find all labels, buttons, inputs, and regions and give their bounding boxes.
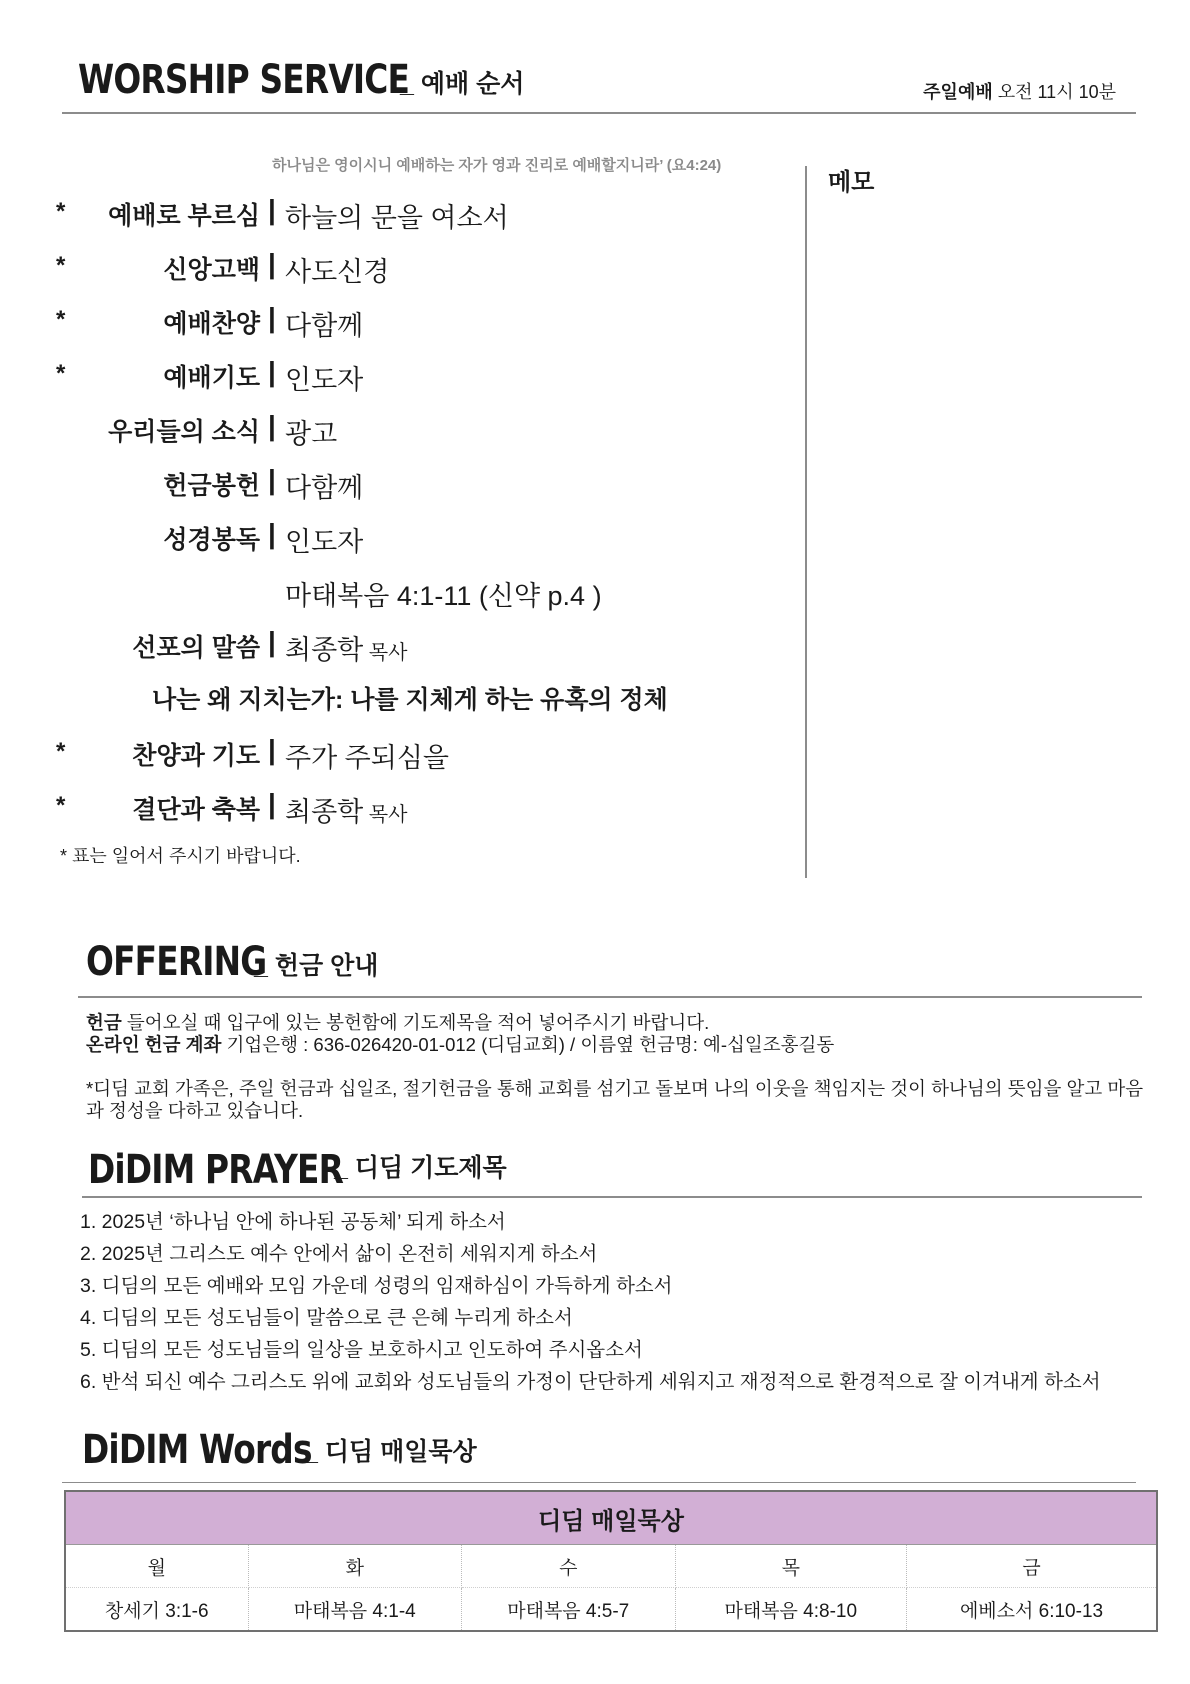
worship-item-value: 다함께 <box>285 473 364 503</box>
worship-item <box>0 192 800 232</box>
worship-item-label: 결단과 축복 <box>132 796 260 824</box>
day-cell: 화 <box>248 1545 462 1588</box>
offering-instruction: 헌금 들어오실 때 입구에 있는 봉헌함에 기도제목을 적어 넣어주시기 바랍니다. <box>86 1012 710 1033</box>
prayer-item: 1. 2025년 ‘하나님 안에 하나된 공동체’ 되게 하소서 <box>80 1211 506 1233</box>
standing-note: * 표는 일어서 주시기 바랍니다. <box>60 846 301 866</box>
worship-item-label: 예배로 부르심 <box>108 202 260 230</box>
standing-mark: * <box>56 792 66 819</box>
reading-row <box>65 1588 1157 1632</box>
offering-subtitle: _ 헌금 안내 <box>254 952 379 980</box>
worship-item-value: 주가 주되심을 <box>285 743 449 773</box>
worship-item <box>0 300 800 340</box>
worship-item <box>0 408 800 448</box>
reading-cell: 마태복음 4:5-7 <box>462 1588 676 1632</box>
worship-item-label: 성경봉독 <box>163 526 260 554</box>
worship-item-value: 사도신경 <box>285 257 390 287</box>
offering-note: *디딤 교회 가족은, 주일 헌금과 십일조, 절기헌금을 통해 교회를 섬기고 돌보며 나의 이웃을 책임지는 것이 하나님의 뜻임을 알고 마음과 정성을 다하고 있습니다. <box>86 1078 1144 1121</box>
online-account: 온라인 헌금 계좌 기업은행 : 636-026420-01-012 (디딤교회) / 이름옆 헌금명: 예-십일조홍길동 <box>86 1034 835 1055</box>
worship-item-value: 하늘의 문을 여소서 <box>285 203 509 233</box>
worship-item-value: 인도자 <box>285 527 364 557</box>
worship-item <box>0 246 800 286</box>
worship-item-label: 우리들의 소식 <box>108 418 260 446</box>
sermon-title: 나는 왜 지치는가: 나를 지체게 하는 유혹의 정체 <box>152 686 668 714</box>
worship-subtitle: _ 예배 순서 <box>400 70 525 98</box>
worship-item <box>0 624 800 664</box>
prayer-item: 3. 디딤의 모든 예배와 모임 가운데 성령의 임재하심이 가득하게 하소서 <box>80 1275 673 1297</box>
memo-divider <box>805 166 807 878</box>
worship-item-label: 찬양과 기도 <box>132 742 260 770</box>
service-time <box>923 78 1116 104</box>
reading-cell: 에베소서 6:10-13 <box>907 1588 1157 1632</box>
standing-mark: * <box>56 306 66 333</box>
prayer-subtitle: _ 디딤 기도제목 <box>334 1154 507 1182</box>
reading-cell: 마태복음 4:1-4 <box>248 1588 462 1632</box>
worship-item-label: 신앙고백 <box>163 256 260 284</box>
worship-item-label: 예배기도 <box>163 364 260 392</box>
separator-bar: | <box>268 518 276 549</box>
memo-label: 메모 <box>828 169 875 196</box>
standing-mark: * <box>56 252 66 279</box>
prayer-item: 6. 반석 되신 예수 그리스도 위에 교회와 성도님들의 가정이 단단하게 세워지고 재정적으로 환경적으로 잘 이겨내게 하소서 <box>80 1371 1101 1393</box>
separator-bar: | <box>268 626 276 657</box>
worship-item-value: 최종학 목사 <box>285 797 408 827</box>
worship-item-value: 광고 <box>285 419 338 449</box>
offering-info <box>86 1012 1146 1122</box>
separator-bar: | <box>268 464 276 495</box>
prayer-item: 4. 디딤의 모든 성도님들이 말씀으로 큰 은혜 누리게 하소서 <box>80 1307 573 1329</box>
separator-bar: | <box>268 248 276 279</box>
offering-title: OFFERING <box>86 939 267 985</box>
standing-mark: * <box>56 360 66 387</box>
worship-item-value: 다함께 <box>285 311 364 341</box>
worship-item <box>0 516 800 556</box>
standing-mark: * <box>56 738 66 765</box>
separator-bar: | <box>268 788 276 819</box>
daily-reading-table <box>64 1490 1158 1632</box>
scripture-verse: 하나님은 영이시니 예배하는 자가 영과 진리로 예배할지니라’ (요4:24) <box>272 157 722 174</box>
words-subtitle: _ 디딤 매일묵상 <box>304 1438 477 1466</box>
day-cell: 금 <box>907 1545 1157 1588</box>
service-time-value: 오전 11시 10분 <box>992 82 1116 102</box>
prayer-divider <box>82 1196 1142 1198</box>
separator-bar: | <box>268 734 276 765</box>
reading-cell: 창세기 3:1-6 <box>65 1588 248 1632</box>
worship-title: WORSHIP SERVICE <box>78 57 410 103</box>
worship-item <box>0 462 800 502</box>
scripture-reading-row <box>0 570 800 610</box>
worship-item <box>0 732 800 772</box>
separator-bar: | <box>268 356 276 387</box>
words-divider <box>62 1482 1136 1483</box>
worship-divider <box>62 112 1136 114</box>
worship-item <box>0 354 800 394</box>
day-row <box>65 1545 1157 1588</box>
prayer-title: DiDIM PRAYER <box>88 1147 344 1193</box>
worship-item-value: 최종학 목사 <box>285 635 408 665</box>
offering-divider <box>78 996 1142 998</box>
worship-item-label: 선포의 말씀 <box>132 634 260 662</box>
day-cell: 월 <box>65 1545 248 1588</box>
daily-reading-table-title: 디딤 매일묵상 <box>65 1491 1157 1545</box>
scripture-reference: 마태복음 4:1-11 (신약 p.4 ) <box>285 581 602 611</box>
worship-item-value: 인도자 <box>285 365 364 395</box>
worship-item-label: 헌금봉헌 <box>163 472 260 500</box>
reading-cell: 마태복음 4:8-10 <box>675 1588 907 1632</box>
separator-bar: | <box>268 410 276 441</box>
worship-item-label: 예배찬양 <box>163 310 260 338</box>
separator-bar: | <box>268 194 276 225</box>
worship-item <box>0 786 800 826</box>
day-cell: 수 <box>462 1545 676 1588</box>
words-title: DiDIM Words <box>82 1427 312 1473</box>
prayer-item: 2. 2025년 그리스도 예수 안에서 삶이 온전히 세워지게 하소서 <box>80 1243 598 1265</box>
separator-bar: | <box>268 302 276 333</box>
prayer-list <box>80 1206 1101 1398</box>
prayer-item: 5. 디딤의 모든 성도님들의 일상을 보호하시고 인도하여 주시옵소서 <box>80 1339 643 1361</box>
service-label: 주일예배 <box>923 82 993 102</box>
day-cell: 목 <box>675 1545 907 1588</box>
standing-mark: * <box>56 198 66 225</box>
